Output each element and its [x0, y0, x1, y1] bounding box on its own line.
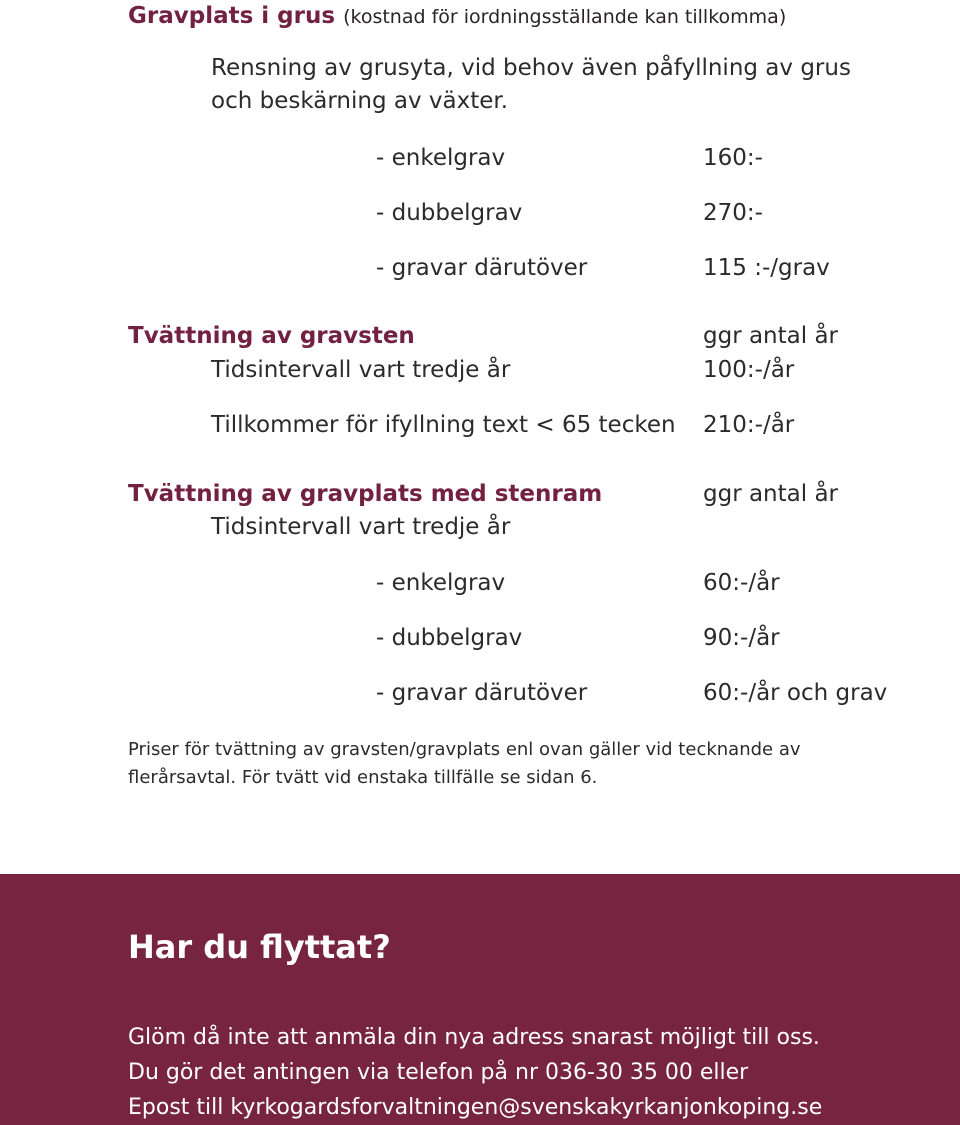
banner-line3: Epost till kyrkogardsforvaltningen@svenskakyrkanjonkoping.se — [128, 1095, 823, 1120]
stone-plot-row-label: - enkelgrav — [376, 570, 506, 596]
headstone-section-title: Tvättning av gravsten — [128, 323, 415, 349]
headstone-extra-price: 210:-/år — [703, 412, 795, 438]
gravel-title: Gravplats i grus — [128, 3, 336, 29]
headstone-interval-price: 100:-/år — [703, 357, 795, 383]
gravel-description-line1: Rensning av grusyta, vid behov även påfyllning av grus — [211, 55, 851, 81]
stone-plot-row-price: 90:-/år — [703, 625, 780, 651]
stone-plot-row-price: 60:-/år och grav — [703, 680, 888, 706]
gravel-description-line2: och beskärning av växter. — [211, 88, 509, 114]
headstone-interval: Tidsintervall vart tredje år — [211, 357, 511, 383]
banner-title: Har du flyttat? — [128, 928, 391, 966]
gravel-row-label: - dubbelgrav — [376, 200, 523, 226]
moved-banner — [0, 874, 960, 1125]
gravel-row-price: 115 :-/grav — [703, 255, 830, 281]
banner-body — [128, 1020, 948, 1125]
banner-line1: Glöm då inte att anmäla din nya adress snarast möjligt till oss. — [128, 1025, 820, 1050]
pricing-note-line2: flerårsavtal. För tvätt vid enstaka tillfälle se sidan 6. — [128, 767, 598, 788]
headstone-frequency-label: ggr antal år — [703, 323, 839, 349]
gravel-subtitle: (kostnad för iordningsställande kan tillkomma) — [343, 6, 787, 28]
stone-plot-frequency-label: ggr antal år — [703, 481, 839, 507]
banner-line2: Du gör det antingen via telefon på nr 036-30 35 00 eller — [128, 1060, 749, 1085]
stone-plot-interval: Tidsintervall vart tredje år — [211, 514, 511, 540]
headstone-extra: Tillkommer för ifyllning text < 65 tecken — [211, 412, 676, 438]
stone-plot-row-price: 60:-/år — [703, 570, 780, 596]
pricing-note-line1: Priser för tvättning av gravsten/gravplats enl ovan gäller vid tecknande av — [128, 739, 801, 760]
stone-plot-row-label: - dubbelgrav — [376, 625, 523, 651]
stone-plot-section-title: Tvättning av gravplats med stenram — [128, 481, 603, 507]
gravel-row-price: 160:- — [703, 145, 763, 171]
stone-plot-row-label: - gravar därutöver — [376, 680, 588, 706]
gravel-row-label: - gravar därutöver — [376, 255, 588, 281]
gravel-section-title — [128, 3, 786, 29]
gravel-row-price: 270:- — [703, 200, 763, 226]
gravel-row-label: - enkelgrav — [376, 145, 506, 171]
pricing-note — [128, 736, 928, 792]
